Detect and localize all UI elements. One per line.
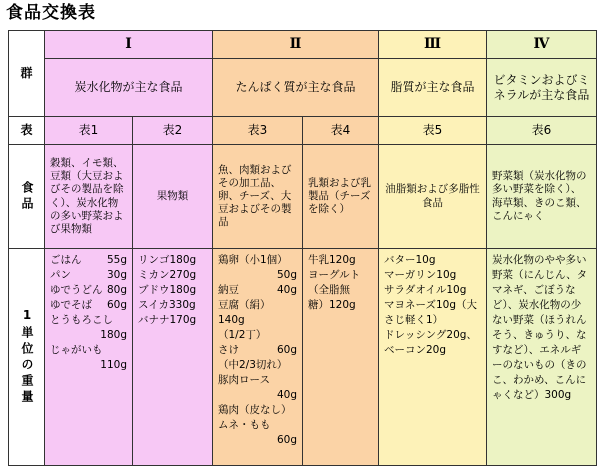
table-2-units <box>133 249 213 466</box>
table-2-foods: 果物類 <box>133 145 213 249</box>
unit-item: ベーコン20g <box>384 344 447 356</box>
unit-item: じゃがいも <box>50 344 103 356</box>
food-exchange-table <box>8 30 597 466</box>
unit-item: 豚肉ロース <box>218 374 270 386</box>
unit-item: 180g <box>100 329 127 341</box>
group-row-header: 群 <box>9 31 45 117</box>
table-1-name: 表1 <box>45 117 133 145</box>
table-4-name: 表4 <box>303 117 379 145</box>
unit-item: （中2/3切れ） <box>218 359 288 371</box>
unit-item: ドレッシング20g、 <box>384 329 477 341</box>
table-3-foods: 魚、肉類およびその加工品、卵、チーズ、大豆およびその製品 <box>213 145 303 249</box>
unit-item: パン 30g <box>50 269 127 281</box>
unit-item: マーガリン10g <box>384 269 457 281</box>
group-3-label: 脂質が主な食品 <box>379 59 487 117</box>
unit-item: （1/2丁） <box>218 329 267 341</box>
unit-item: さけ 60g <box>218 344 297 356</box>
table-row-header: 表 <box>9 117 45 145</box>
unit-item: ミカン270g <box>138 269 197 281</box>
unit-item: 豆腐（絹）140g <box>218 299 271 326</box>
unit-item: 60g <box>276 434 297 446</box>
table-5-foods: 油脂類および多脂性食品 <box>379 145 487 249</box>
unit-item: ヨーグルト <box>308 269 361 281</box>
group-3-numeral: Ⅲ <box>379 31 487 59</box>
unit-item: ムネ・もも <box>218 419 271 431</box>
table-5-units <box>379 249 487 466</box>
table-5-name: 表5 <box>379 117 487 145</box>
unit-item: ゆでそば 60g <box>50 299 127 311</box>
group-1-numeral: Ⅰ <box>45 31 213 59</box>
group-2-numeral: Ⅱ <box>213 31 379 59</box>
unit-item: サラダオイル10g <box>384 284 467 296</box>
table-6-name: 表6 <box>487 117 597 145</box>
unit-item: リンゴ180g <box>138 254 197 266</box>
unit-item: ゆでうどん 80g <box>50 284 127 296</box>
table-6-foods: 野菜類（炭水化物の多い野菜を除く）、海草類、きのこ類、こんにゃく <box>487 145 597 249</box>
unit-item: （全脂無 <box>308 284 350 296</box>
unit-item: 糖）120g <box>308 299 356 311</box>
unit-item: 40g <box>276 389 297 401</box>
unit-item: 50g <box>276 269 297 281</box>
unit-item: ごはん 55g <box>50 254 127 266</box>
table-3-name: 表3 <box>213 117 303 145</box>
unit-item: バター10g <box>384 254 436 266</box>
unit-weight-row-header: 1単位の重量 <box>9 249 45 466</box>
unit-item: さじ軽く1） <box>384 314 444 326</box>
table-1-foods: 穀類、イモ類、豆類（大豆およびその製品を除く）、炭水化物の多い野菜および果物類 <box>45 145 133 249</box>
unit-item: 鶏肉（皮なし） <box>218 404 292 416</box>
unit-item: ブドウ180g <box>138 284 197 296</box>
unit-item: 鶏卵（小1個） <box>218 254 288 266</box>
table-2-name: 表2 <box>133 117 213 145</box>
group-2-label: たんぱく質が主な食品 <box>213 59 379 117</box>
unit-item: とうもろこし <box>50 314 113 326</box>
table-3-units <box>213 249 303 466</box>
food-row-header: 食品 <box>9 145 45 249</box>
group-4-label: ビタミンおよびミネラルが主な食品 <box>487 59 597 117</box>
table-4-units <box>303 249 379 466</box>
unit-item: 炭水化物のやや多い野菜（にんじん、タマネギ、ごぼうなど）、炭水化物の少ない野菜（ほうれんそう、きゅうり、なすなど）、エネルギーのないもの（きのこ、わかめ、こんにゃくなど）300g <box>492 254 588 401</box>
table-4-foods: 乳類および乳製品（チーズを除く） <box>303 145 379 249</box>
unit-item: 110g <box>100 359 127 371</box>
table-1-units <box>45 249 133 466</box>
unit-item: 納豆 40g <box>218 284 297 296</box>
unit-item: 牛乳120g <box>308 254 356 266</box>
unit-item: スイカ330g <box>138 299 196 311</box>
unit-item: マヨネーズ10g（大 <box>384 299 478 311</box>
page-title: 食品交換表 <box>6 3 96 23</box>
group-1-label: 炭水化物が主な食品 <box>45 59 213 117</box>
table-6-units <box>487 249 597 466</box>
unit-item: バナナ170g <box>138 314 197 326</box>
group-4-numeral: Ⅳ <box>487 31 597 59</box>
